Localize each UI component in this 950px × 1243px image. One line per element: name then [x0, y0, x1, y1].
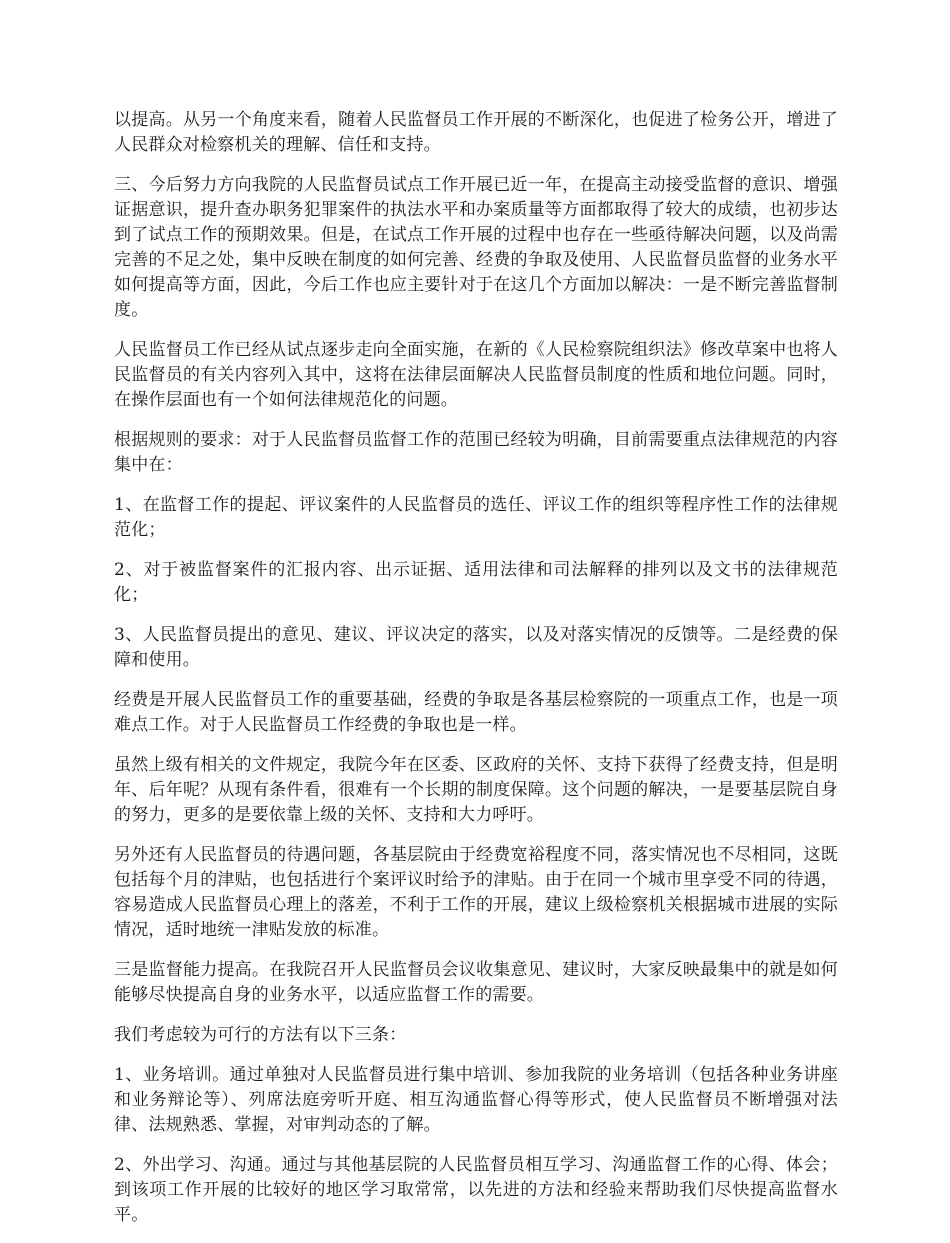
paragraph: 虽然上级有相关的文件规定，我院今年在区委、区政府的关怀、支持下获得了经费支持，但是明年、后年呢？从现有条件看，很难有一个长期的制度保障。这个问题的解决，一是要基层院自身的努力，更多的是要依靠上级的关怀、支持和大力呼吁。 [114, 755, 838, 825]
paragraph: 经费是开展人民监督员工作的重要基础，经费的争取是各基层检察院的一项重点工作，也是一项难点工作。对于人民监督员工作经费的争取也是一样。 [114, 690, 838, 735]
paragraph: 我们考虑较为可行的方法有以下三条： [114, 1025, 407, 1045]
list-item: 1、业务培训。通过单独对人民监督员进行集中培训、参加我院的业务培训（包括各种业务讲座和业务辩论等）、列席法庭旁听开庭、相互沟通监督心得等形式，使人民监督员不断增强对法律、法规熟悉、掌握，对审判动态的了解。 [114, 1065, 838, 1135]
paragraph: 另外还有人民监督员的待遇问题，各基层院由于经费宽裕程度不同，落实情况也不尽相同，这既包括每个月的津贴，也包括进行个案评议时给予的津贴。由于在同一个城市里享受不同的待遇，容易造成人民监督员心理上的落差，不利于工作的开展，建议上级检察机关根据城市进展的实际情况，适时地统一津贴发放的标准。 [114, 845, 838, 940]
paragraph: 根据规则的要求：对于人民监督员监督工作的范围已经较为明确，目前需要重点法律规范的内容集中在： [114, 430, 838, 475]
list-item: 2、对于被监督案件的汇报内容、出示证据、适用法律和司法解释的排列以及文书的法律规范化； [114, 560, 838, 605]
list-item: 1、在监督工作的提起、评议案件的人民监督员的选任、评议工作的组织等程序性工作的法律规范化； [114, 495, 838, 540]
list-item: 2、外出学习、沟通。通过与其他基层院的人民监督员相互学习、沟通监督工作的心得、体会；到该项工作开展的比较好的地区学习取常常，以先进的方法和经验来帮助我们尽快提高监督水平。 [114, 1155, 838, 1225]
paragraph: 三是监督能力提高。在我院召开人民监督员会议收集意见、建议时，大家反映最集中的就是如何能够尽快提高自身的业务水平，以适应监督工作的需要。 [114, 960, 838, 1005]
paragraph: 三、今后努力方向我院的人民监督员试点工作开展已近一年，在提高主动接受监督的意识、增强证据意识，提升查办职务犯罪案件的执法水平和办案质量等方面都取得了较大的成绩，也初步达到了试点工作的预期效果。但是，在试点工作开展的过程中也存在一些亟待解决问题，以及尚需完善的不足之处，集中反映在制度的如何完善、经费的争取及使用、人民监督员监督的业务水平如何提高等方面，因此，今后工作也应主要针对于在这几个方面加以解决：一是不断完善监督制度。 [114, 175, 838, 320]
list-item: 3、人民监督员提出的意见、建议、评议决定的落实，以及对落实情况的反馈等。二是经费的保障和使用。 [114, 625, 838, 670]
paragraph: 以提高。从另一个角度来看，随着人民监督员工作开展的不断深化，也促进了检务公开，增进了人民群众对检察机关的理解、信任和支持。 [114, 110, 838, 155]
document-body [114, 108, 838, 1243]
paragraph: 人民监督员工作已经从试点逐步走向全面实施，在新的《人民检察院组织法》修改草案中也将人民监督员的有关内容列入其中，这将在法律层面解决人民监督员制度的性质和地位问题。同时，在操作层面也有一个如何法律规范化的问题。 [114, 340, 838, 410]
